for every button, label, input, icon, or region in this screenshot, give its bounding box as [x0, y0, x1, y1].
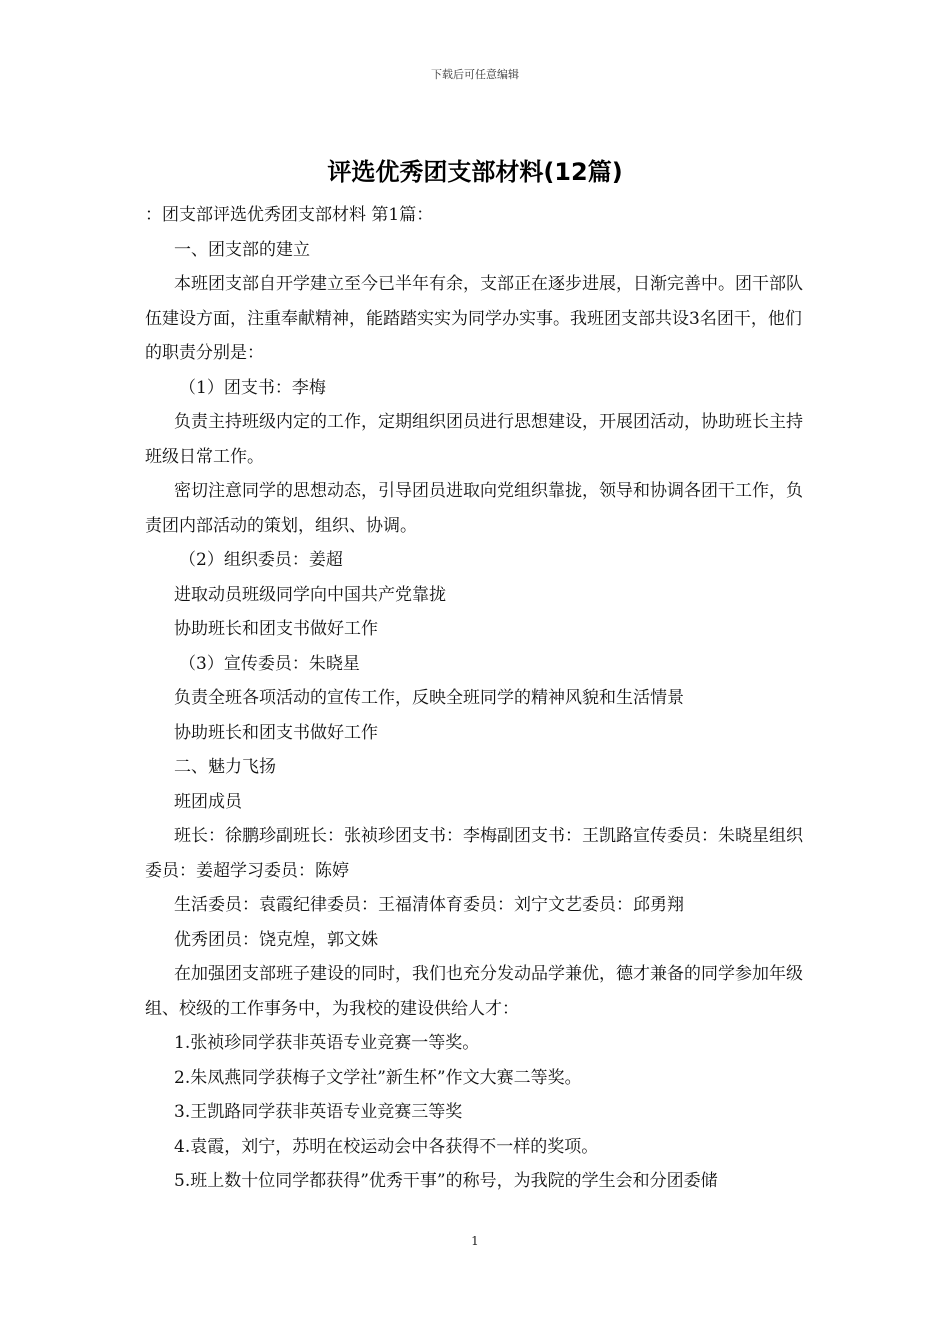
paragraph: （3）宣传委员：朱晓星 — [179, 653, 360, 674]
paragraph: 密切注意同学的思想动态，引导团员进取向党组织靠拢，领导和协调各团干工作，负责团内部活动的策划，组织、协调。 — [145, 481, 803, 536]
paragraph: 负责主持班级内定的工作，定期组织团员进行思想建设，开展团活动，协助班长主持班级日常工作。 — [145, 412, 803, 467]
paragraph: 1.张祯珍同学获非英语专业竞赛一等奖。 — [174, 1033, 480, 1053]
paragraph: 2.朱凤燕同学获梅子文学社”新生杯”作文大赛二等奖。 — [174, 1067, 582, 1088]
paragraph: 生活委员：袁霞纪律委员：王福清体育委员：刘宁文艺委员：邱勇翔 — [174, 895, 684, 915]
paragraph: 班团成员 — [174, 791, 242, 812]
document-title: 评选优秀团支部材料(12篇) — [327, 158, 623, 186]
paragraph: ：团支部评选优秀团支部材料 第1篇： — [145, 205, 434, 225]
paragraph: 班长：徐鹏珍副班长：张祯珍团支书：李梅副团支书：王凯路宣传委员：朱晓星组织委员：姜超学习委员：陈婷 — [145, 826, 803, 881]
paragraph: （2）组织委员：姜超 — [179, 550, 343, 570]
document-body — [145, 198, 810, 1199]
paragraph: （1）团支书：李梅 — [179, 377, 326, 398]
paragraph: 本班团支部自开学建立至今已半年有余，支部正在逐步进展，日渐完善中。团干部队伍建设方面，注重奉献精神，能踏踏实实为同学办实事。我班团支部共设3名团干，他们的职责分别是： — [145, 274, 803, 363]
paragraph: 进取动员班级同学向中国共产党靠拢 — [174, 584, 446, 605]
paragraph: 一、团支部的建立 — [174, 239, 310, 260]
paragraph: 优秀团员：饶克煌，郭文姝 — [174, 929, 378, 950]
page-header-note: 下载后可任意编辑 — [431, 68, 519, 81]
paragraph: 负责全班各项活动的宣传工作，反映全班同学的精神风貌和生活情景 — [174, 688, 684, 708]
paragraph: 协助班长和团支书做好工作 — [174, 619, 378, 639]
paragraph: 在加强团支部班子建设的同时，我们也充分发动品学兼优，德才兼备的同学参加年级组、校级的工作事务中，为我校的建设供给人才： — [145, 964, 803, 1019]
paragraph: 5.班上数十位同学都获得”优秀干事”的称号，为我院的学生会和分团委储 — [174, 1171, 718, 1191]
paragraph: 4.袁霞，刘宁，苏明在校运动会中各获得不一样的奖项。 — [174, 1136, 599, 1157]
paragraph: 协助班长和团支书做好工作 — [174, 722, 378, 743]
page-number: 1 — [471, 1234, 479, 1248]
paragraph: 二、魅力飞扬 — [174, 757, 276, 777]
paragraph: 3.王凯路同学获非英语专业竞赛三等奖 — [174, 1102, 463, 1122]
